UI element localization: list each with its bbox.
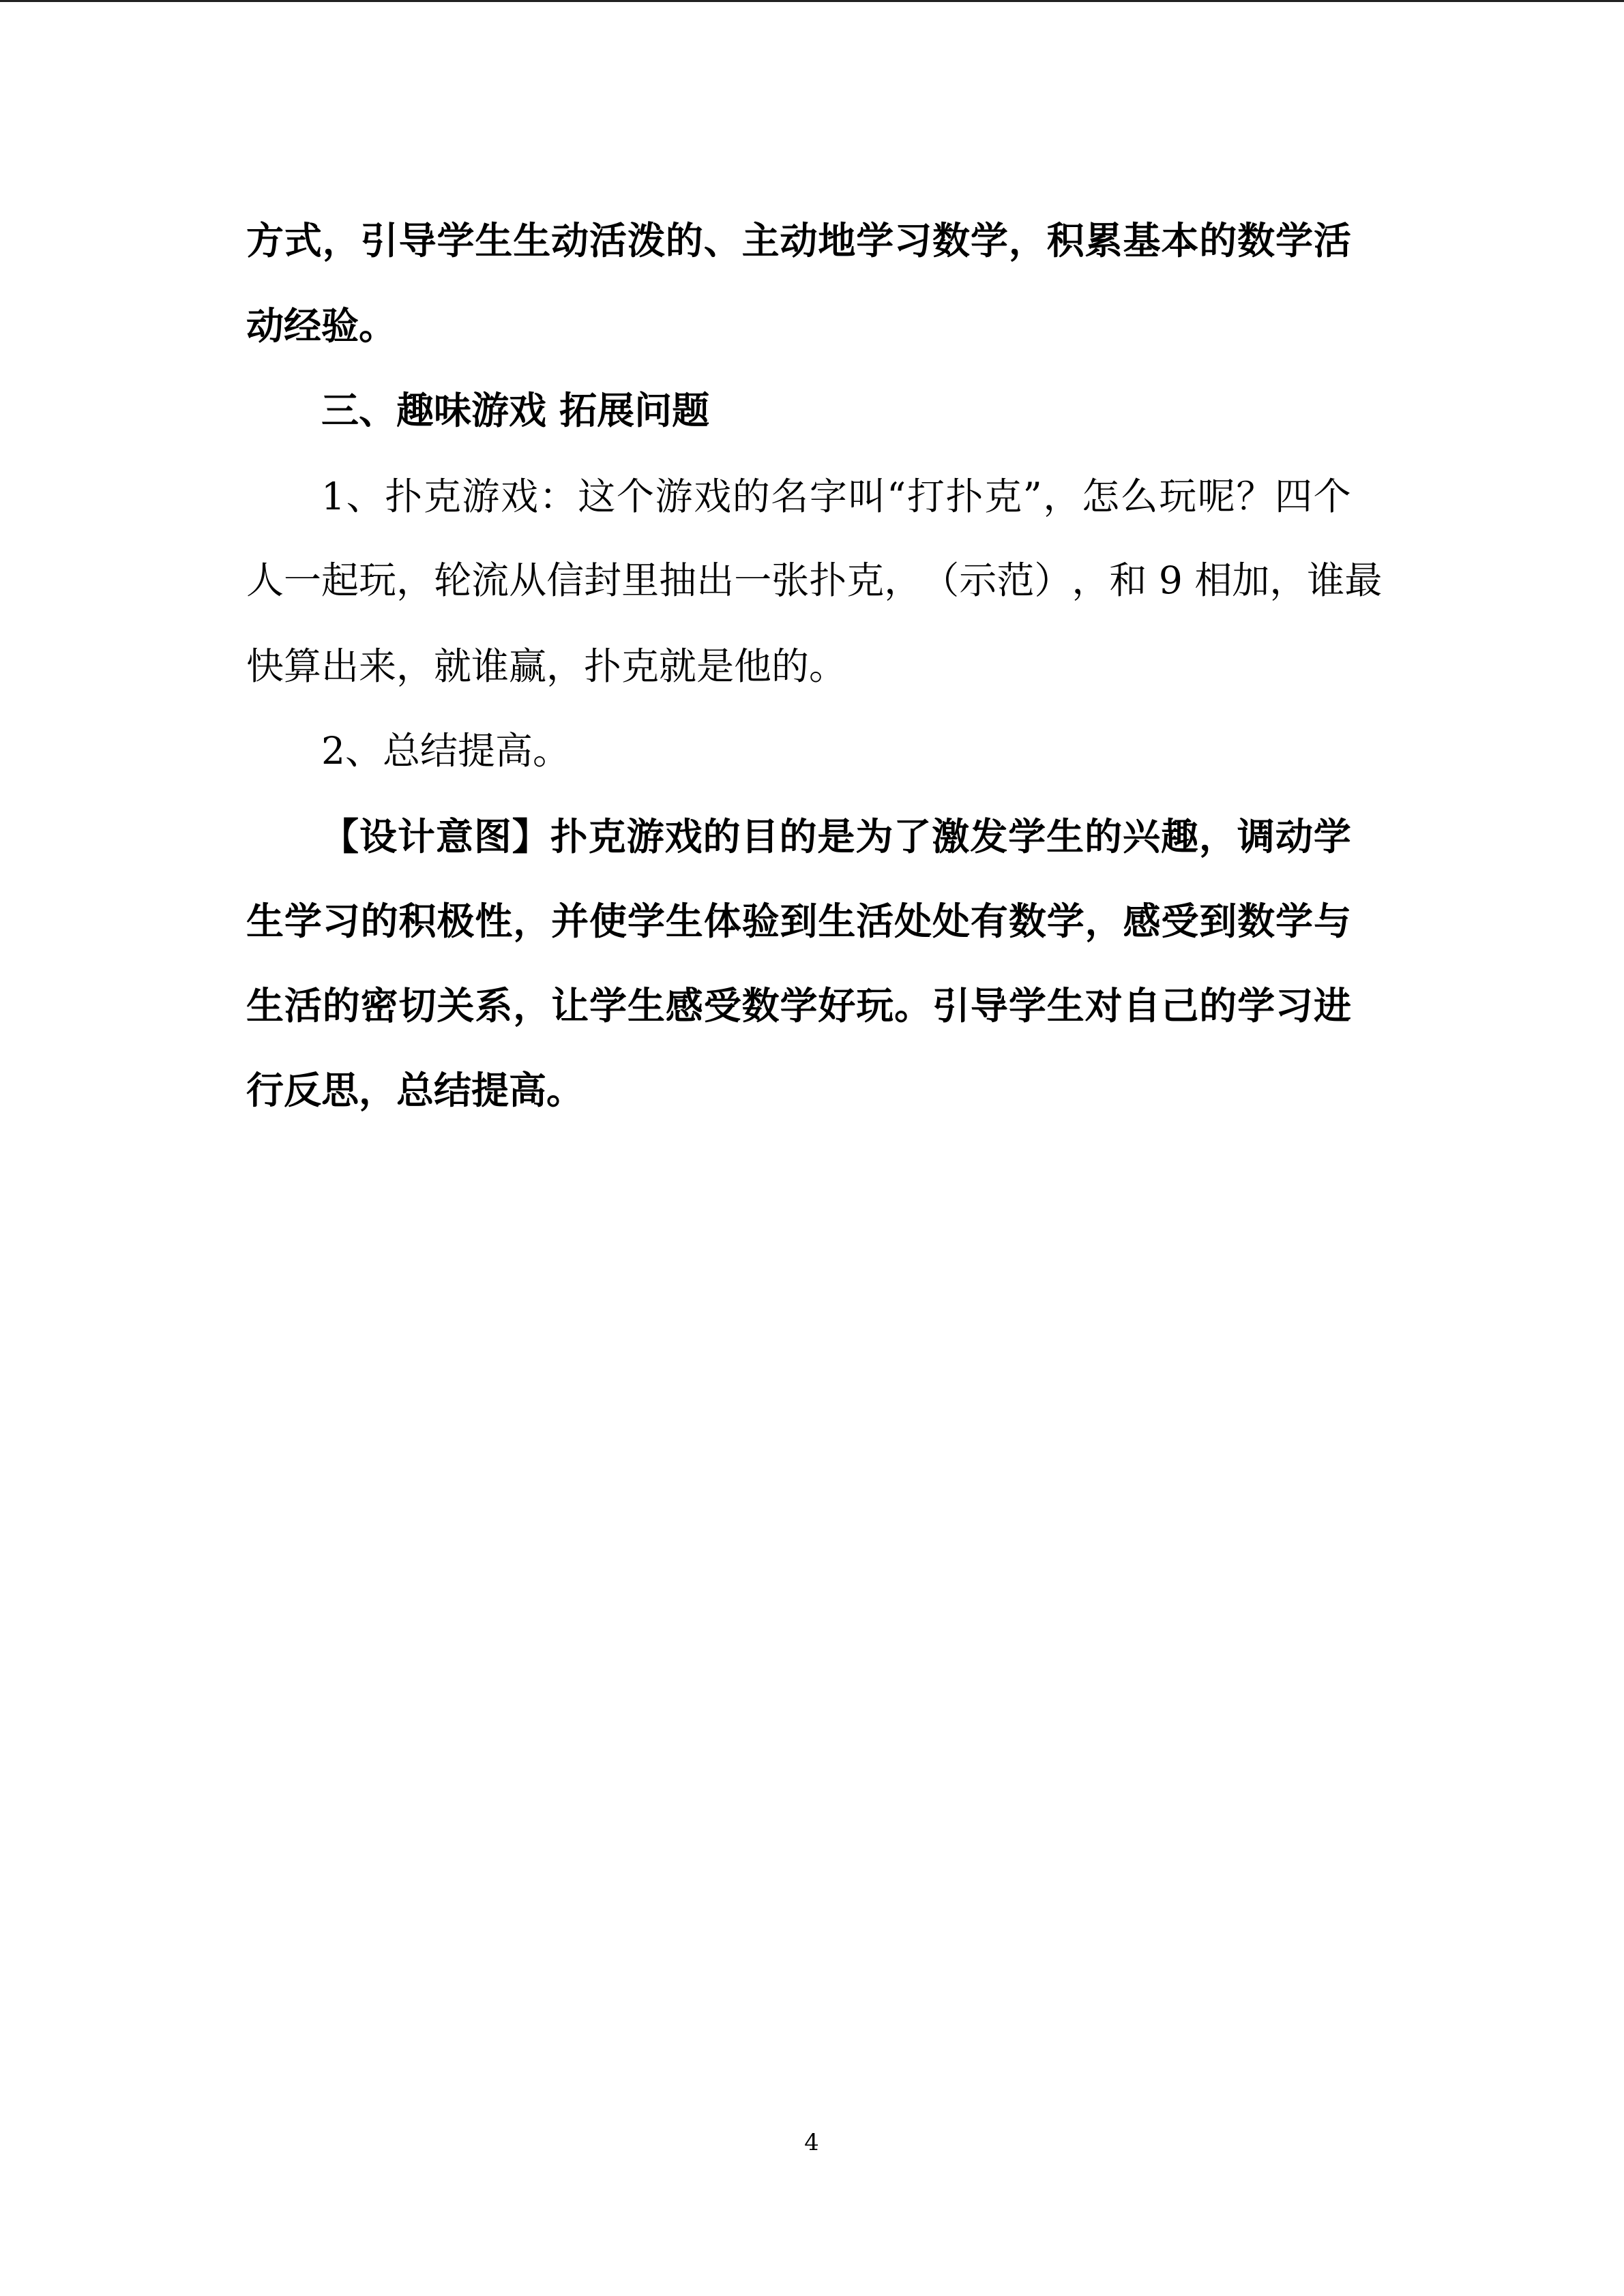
- glyph: 轮: [434, 558, 472, 602]
- game-item-2: 2、总结提高。: [321, 729, 570, 773]
- page-top-border: [0, 0, 1624, 2]
- glyph: 起: [321, 558, 359, 602]
- glyph: 设: [359, 814, 397, 859]
- glyph: 是: [817, 814, 855, 859]
- glyph: 动: [1275, 814, 1313, 859]
- glyph: ，: [513, 899, 551, 943]
- glyph: 生: [818, 899, 856, 943]
- glyph: 么: [1120, 475, 1158, 518]
- glyph: 生: [627, 983, 665, 1028]
- glyph: 怎: [1082, 475, 1120, 518]
- page-number: 4: [804, 2129, 819, 2156]
- glyph: 对: [1084, 983, 1123, 1028]
- glyph: ，: [396, 558, 434, 602]
- glyph: [1183, 553, 1194, 608]
- glyph: ：: [539, 475, 577, 518]
- glyph: ”: [1022, 475, 1042, 518]
- glyph: 的: [732, 475, 770, 518]
- glyph: 进: [1313, 983, 1351, 1028]
- glyph: 生: [246, 899, 284, 943]
- glyph: 的: [703, 814, 741, 859]
- glyph: 信: [546, 558, 585, 602]
- glyph: 生: [1046, 983, 1084, 1028]
- glyph: 到: [780, 899, 818, 943]
- glyph: 式: [284, 218, 322, 263]
- glyph: 数: [741, 983, 780, 1028]
- glyph: 基: [1123, 218, 1161, 263]
- glyph: 自: [1123, 983, 1161, 1028]
- glyph: 处: [932, 899, 971, 943]
- glyph: 己: [1161, 983, 1199, 1028]
- glyph: 流: [471, 558, 510, 602]
- glyph: 打: [906, 475, 945, 518]
- glyph: 受: [1161, 899, 1199, 943]
- body-line-2: 动经验。: [246, 303, 397, 348]
- glyph: 玩: [1159, 475, 1197, 518]
- glyph: 的: [1084, 814, 1123, 859]
- glyph: 【: [321, 814, 359, 859]
- glyph: 方: [246, 218, 284, 263]
- game-item-1-line-3: 快算出来，就谁赢，扑克就是他的。: [246, 644, 847, 688]
- game-item-1-line-2: [246, 553, 1383, 608]
- glyph: 数: [1237, 899, 1275, 943]
- glyph: 学: [1008, 983, 1046, 1028]
- glyph: 学: [780, 983, 818, 1028]
- design-intent-line-4: 行反思，总结提高。: [246, 1068, 585, 1112]
- glyph: 学: [856, 218, 894, 263]
- glyph: 相: [1194, 558, 1232, 602]
- body-line-1: [246, 213, 1351, 268]
- glyph: 本: [1161, 218, 1199, 263]
- glyph: 戏: [664, 814, 703, 859]
- glyph: 引: [360, 218, 398, 263]
- design-intent-line-2: [246, 894, 1351, 949]
- glyph: 累: [1084, 218, 1123, 263]
- glyph: 学: [1275, 218, 1314, 263]
- glyph: 一: [734, 558, 772, 602]
- glyph: 和: [1109, 558, 1147, 602]
- glyph: 呢: [1197, 475, 1235, 518]
- glyph: 计: [397, 814, 435, 859]
- glyph: 活: [284, 983, 322, 1028]
- design-intent-line-3: [246, 979, 1351, 1033]
- glyph: ，: [1269, 558, 1308, 602]
- glyph: 有: [970, 899, 1008, 943]
- glyph: 扑: [550, 814, 588, 859]
- glyph: 泼: [627, 218, 665, 263]
- glyph: 学: [970, 218, 1008, 263]
- glyph: 字: [809, 475, 847, 518]
- glyph: ？: [1236, 475, 1274, 518]
- glyph: 激: [932, 814, 970, 859]
- glyph: 扑: [809, 558, 847, 602]
- glyph: 活: [1313, 218, 1351, 263]
- glyph: 主: [741, 218, 780, 263]
- glyph: 生: [475, 218, 513, 263]
- glyph: 发: [970, 814, 1008, 859]
- glyph: 目: [741, 814, 779, 859]
- glyph: 游: [655, 475, 693, 518]
- glyph: 个: [1313, 475, 1351, 518]
- glyph: 生: [665, 899, 703, 943]
- glyph: 为: [855, 814, 894, 859]
- section-heading: 三、趣味游戏 拓展问题: [321, 388, 710, 432]
- glyph: 9: [1158, 558, 1183, 602]
- glyph: 的: [665, 218, 703, 263]
- glyph: 活: [589, 218, 628, 263]
- glyph: 生: [246, 983, 284, 1028]
- glyph: 学: [627, 899, 665, 943]
- glyph: 性: [475, 899, 513, 943]
- glyph: 扑: [945, 475, 984, 518]
- glyph: 示: [959, 558, 997, 602]
- glyph: 游: [462, 475, 500, 518]
- glyph: 极: [437, 899, 475, 943]
- glyph: [1147, 553, 1158, 608]
- glyph: ，: [1008, 218, 1046, 263]
- glyph: 到: [1199, 899, 1237, 943]
- glyph: “: [887, 475, 906, 518]
- glyph: ）: [1034, 558, 1072, 602]
- glyph: 学: [1237, 983, 1275, 1028]
- glyph: 导: [398, 218, 437, 263]
- glyph: 个: [616, 475, 654, 518]
- glyph: 学: [437, 218, 475, 263]
- glyph: 、: [346, 475, 384, 518]
- glyph: 切: [398, 983, 437, 1028]
- glyph: 学: [1275, 899, 1314, 943]
- glyph: 扑: [385, 475, 423, 518]
- glyph: 引: [932, 983, 971, 1028]
- glyph: 受: [703, 983, 741, 1028]
- glyph: 动: [780, 218, 818, 263]
- glyph: ，: [513, 983, 551, 1028]
- glyph: 了: [894, 814, 932, 859]
- glyph: 里: [621, 558, 660, 602]
- glyph: 克: [984, 475, 1022, 518]
- glyph: 好: [818, 983, 856, 1028]
- glyph: 系: [475, 983, 513, 1028]
- glyph: 克: [588, 814, 626, 859]
- glyph: ，: [1072, 558, 1110, 602]
- glyph: 数: [1008, 899, 1046, 943]
- glyph: 从: [509, 558, 547, 602]
- glyph: 与: [1313, 899, 1351, 943]
- glyph: ，: [884, 558, 922, 602]
- glyph: 名: [771, 475, 809, 518]
- glyph: 数: [1237, 218, 1275, 263]
- glyph: 封: [584, 558, 622, 602]
- glyph: 加: [1232, 558, 1270, 602]
- glyph: 克: [423, 475, 461, 518]
- glyph: 四: [1275, 475, 1313, 518]
- glyph: 验: [741, 899, 780, 943]
- glyph: 感: [665, 983, 703, 1028]
- glyph: 感: [1123, 899, 1161, 943]
- glyph: 数: [932, 218, 971, 263]
- glyph: 让: [551, 983, 589, 1028]
- glyph: 处: [894, 899, 932, 943]
- glyph: 游: [626, 814, 664, 859]
- glyph: 关: [437, 983, 475, 1028]
- glyph: 这: [578, 475, 616, 518]
- glyph: 使: [589, 899, 628, 943]
- glyph: 学: [1046, 899, 1084, 943]
- glyph: （: [921, 558, 960, 602]
- design-intent-line-1: [321, 809, 1351, 864]
- glyph: 、: [703, 218, 741, 263]
- glyph: 范: [996, 558, 1035, 602]
- glyph: 积: [1046, 218, 1084, 263]
- glyph: 人: [246, 558, 284, 602]
- glyph: 习: [322, 899, 360, 943]
- glyph: 玩: [359, 558, 397, 602]
- glyph: 张: [771, 558, 810, 602]
- glyph: 谁: [1307, 558, 1345, 602]
- glyph: 习: [894, 218, 932, 263]
- glyph: 抽: [659, 558, 697, 602]
- glyph: 学: [1008, 814, 1046, 859]
- glyph: 地: [818, 218, 856, 263]
- glyph: 一: [284, 558, 322, 602]
- glyph: 习: [1275, 983, 1314, 1028]
- glyph: 动: [551, 218, 589, 263]
- glyph: 体: [703, 899, 741, 943]
- glyph: 图: [473, 814, 512, 859]
- glyph: 的: [1199, 983, 1237, 1028]
- glyph: 的: [322, 983, 360, 1028]
- glyph: 学: [589, 983, 628, 1028]
- glyph: 克: [846, 558, 885, 602]
- glyph: 趣: [1160, 814, 1198, 859]
- glyph: 活: [856, 899, 894, 943]
- glyph: 导: [970, 983, 1008, 1028]
- glyph: 的: [779, 814, 817, 859]
- glyph: 并: [551, 899, 589, 943]
- glyph: 1: [321, 475, 345, 518]
- glyph: ，: [1043, 475, 1081, 518]
- glyph: 调: [1237, 814, 1275, 859]
- glyph: 叫: [848, 475, 886, 518]
- glyph: 生: [513, 218, 551, 263]
- glyph: 出: [696, 558, 735, 602]
- glyph: 学: [1313, 814, 1351, 859]
- glyph: ，: [1084, 899, 1123, 943]
- glyph: 戏: [501, 475, 539, 518]
- glyph: 】: [512, 814, 550, 859]
- glyph: 。: [894, 983, 932, 1028]
- glyph: 积: [398, 899, 437, 943]
- glyph: 的: [1199, 218, 1237, 263]
- glyph: ，: [322, 218, 360, 263]
- glyph: 学: [284, 899, 322, 943]
- glyph: 最: [1344, 558, 1383, 602]
- glyph: 玩: [856, 983, 894, 1028]
- glyph: 的: [360, 899, 398, 943]
- glyph: 意: [435, 814, 473, 859]
- game-item-1-line-1: [321, 469, 1351, 524]
- glyph: ，: [1198, 814, 1237, 859]
- glyph: 兴: [1123, 814, 1161, 859]
- glyph: 生: [1046, 814, 1084, 859]
- glyph: 密: [360, 983, 398, 1028]
- glyph: 戏: [694, 475, 732, 518]
